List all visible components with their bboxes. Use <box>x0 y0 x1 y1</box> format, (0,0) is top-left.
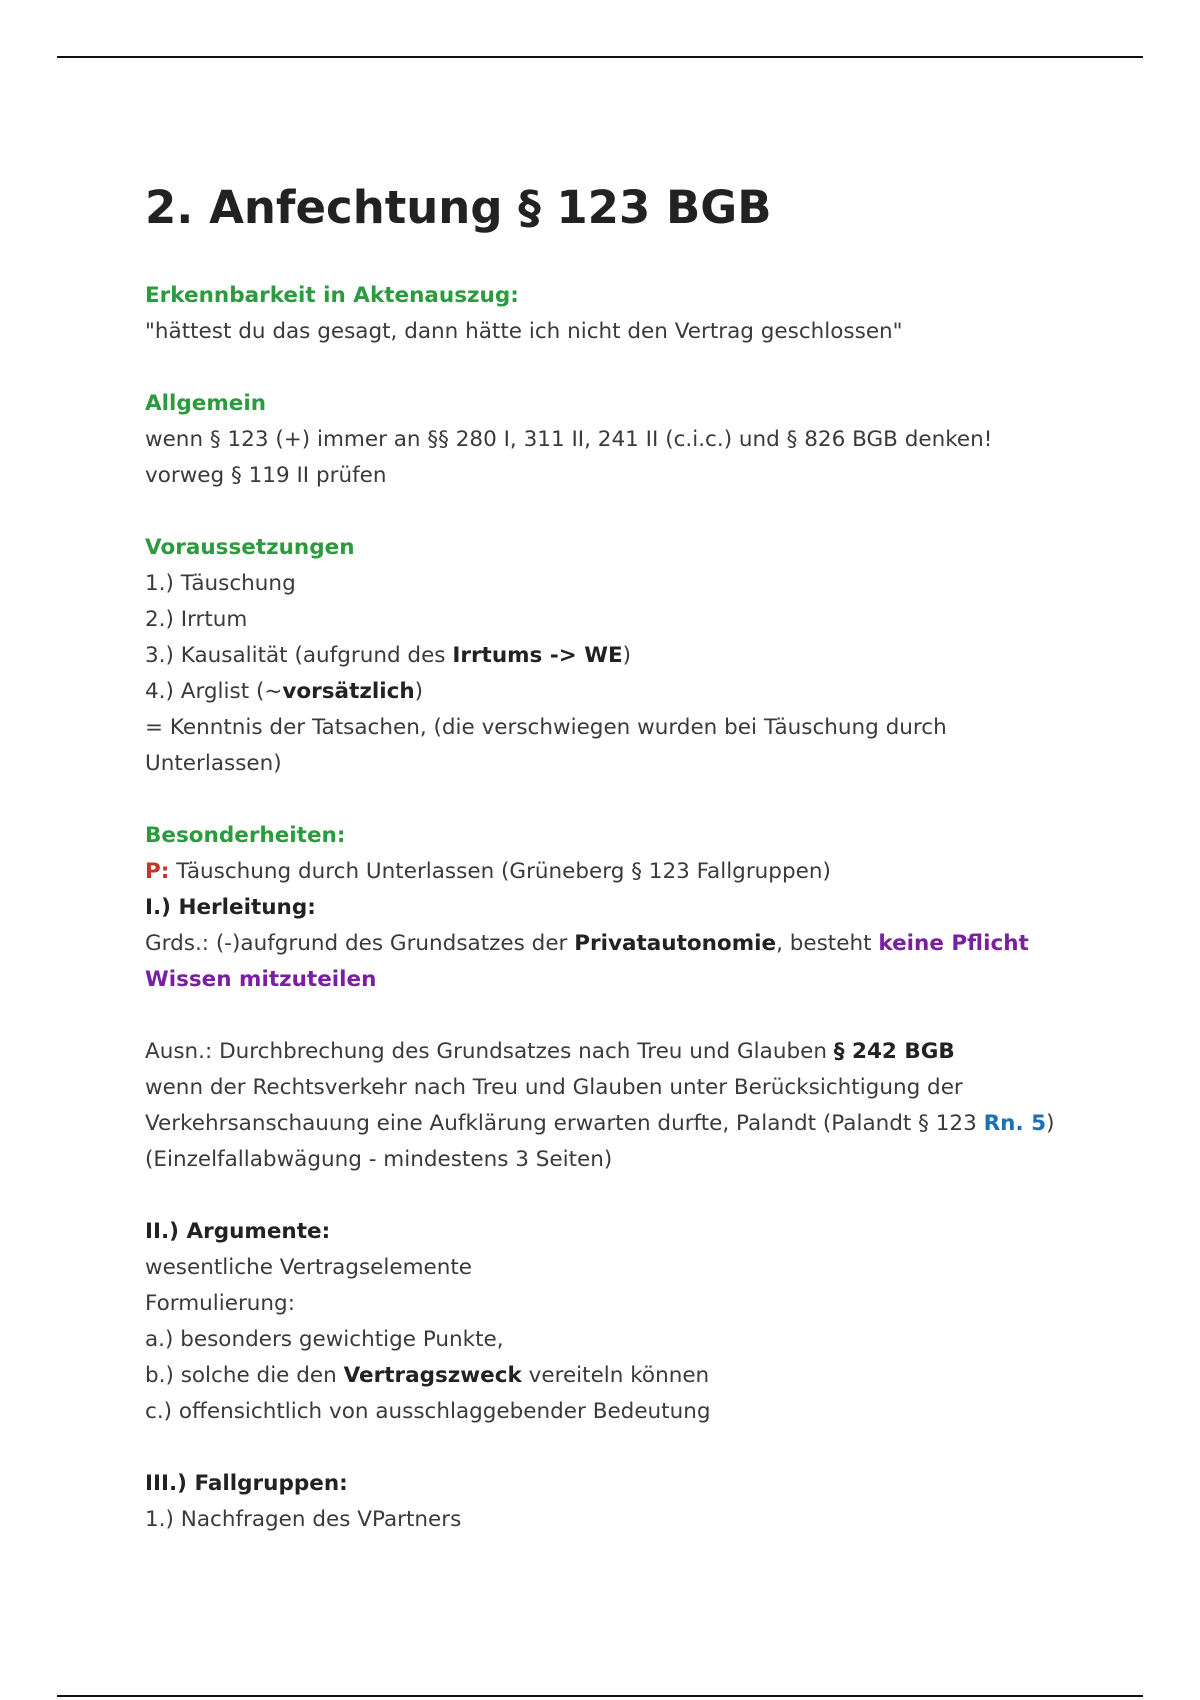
argument-line-1: wesentliche Vertragselemente <box>145 1255 473 1280</box>
argument-line-2: Formulierung: <box>145 1291 295 1316</box>
section-heading-erkennbarkeit: Erkennbarkeit in Aktenauszug: <box>145 283 519 308</box>
voraussetzung-item-2: 2.) Irrtum <box>145 607 248 632</box>
page-title: 2. Anfechtung § 123 BGB <box>145 181 772 234</box>
section-heading-besonderheiten: Besonderheiten: <box>145 823 346 848</box>
top-rule <box>57 56 1143 58</box>
voraussetzung-item-4: 4.) Arglist (~vorsätzlich) <box>145 679 424 704</box>
subheading-argumente: II.) Argumente: <box>145 1219 331 1244</box>
voraussetzung-item-1: 1.) Täuschung <box>145 571 296 596</box>
bottom-rule <box>57 1695 1143 1697</box>
section-heading-allgemein: Allgemein <box>145 391 267 416</box>
argument-item-b: b.) solche die den Vertragszweck vereiteln können <box>145 1363 710 1388</box>
problem-line: P: Täuschung durch Unterlassen (Grüneberg § 123 Fallgruppen) <box>145 859 831 884</box>
ausnahme-paragraph: wenn der Rechtsverkehr nach Treu und Glauben unter Berücksichtigung der Verkehrsanschauung eine Aufklärung erwarten durfte, Palandt (Palandt § 123 Rn. 5) <box>145 1075 1055 1136</box>
subheading-fallgruppen: III.) Fallgruppen: <box>145 1471 348 1496</box>
ausnahme-note: (Einzelfallabwägung - mindestens 3 Seiten) <box>145 1147 613 1172</box>
quote-text: "hättest du das gesagt, dann hätte ich nicht den Vertrag geschlossen" <box>145 319 903 344</box>
allgemein-line-1: wenn § 123 (+) immer an §§ 280 I, 311 II, 241 II (c.i.c.) und § 826 BGB denken! <box>145 427 993 452</box>
ausnahme-line: Ausn.: Durchbrechung des Grundsatzes nach Treu und Glauben § 242 BGB <box>145 1039 955 1064</box>
fallgruppe-item-1: 1.) Nachfragen des VPartners <box>145 1507 462 1532</box>
document-page <box>145 178 1075 1538</box>
argument-item-c: c.) offensichtlich von ausschlaggebender Bedeutung <box>145 1399 711 1424</box>
section-heading-voraussetzungen: Voraussetzungen <box>145 535 355 560</box>
allgemein-line-2: vorweg § 119 II prüfen <box>145 463 387 488</box>
grundsatz-paragraph: Grds.: (-)aufgrund des Grundsatzes der Privatautonomie, besteht keine Pflicht Wissen mitzuteilen <box>145 931 1029 992</box>
argument-item-a: a.) besonders gewichtige Punkte, <box>145 1327 504 1352</box>
subheading-herleitung: I.) Herleitung: <box>145 895 316 920</box>
voraussetzung-item-3: 3.) Kausalität (aufgrund des Irrtums -> WE) <box>145 643 632 668</box>
voraussetzung-item-5: = Kenntnis der Tatsachen, (die verschwiegen wurden bei Täuschung durch Unterlassen) <box>145 715 947 776</box>
